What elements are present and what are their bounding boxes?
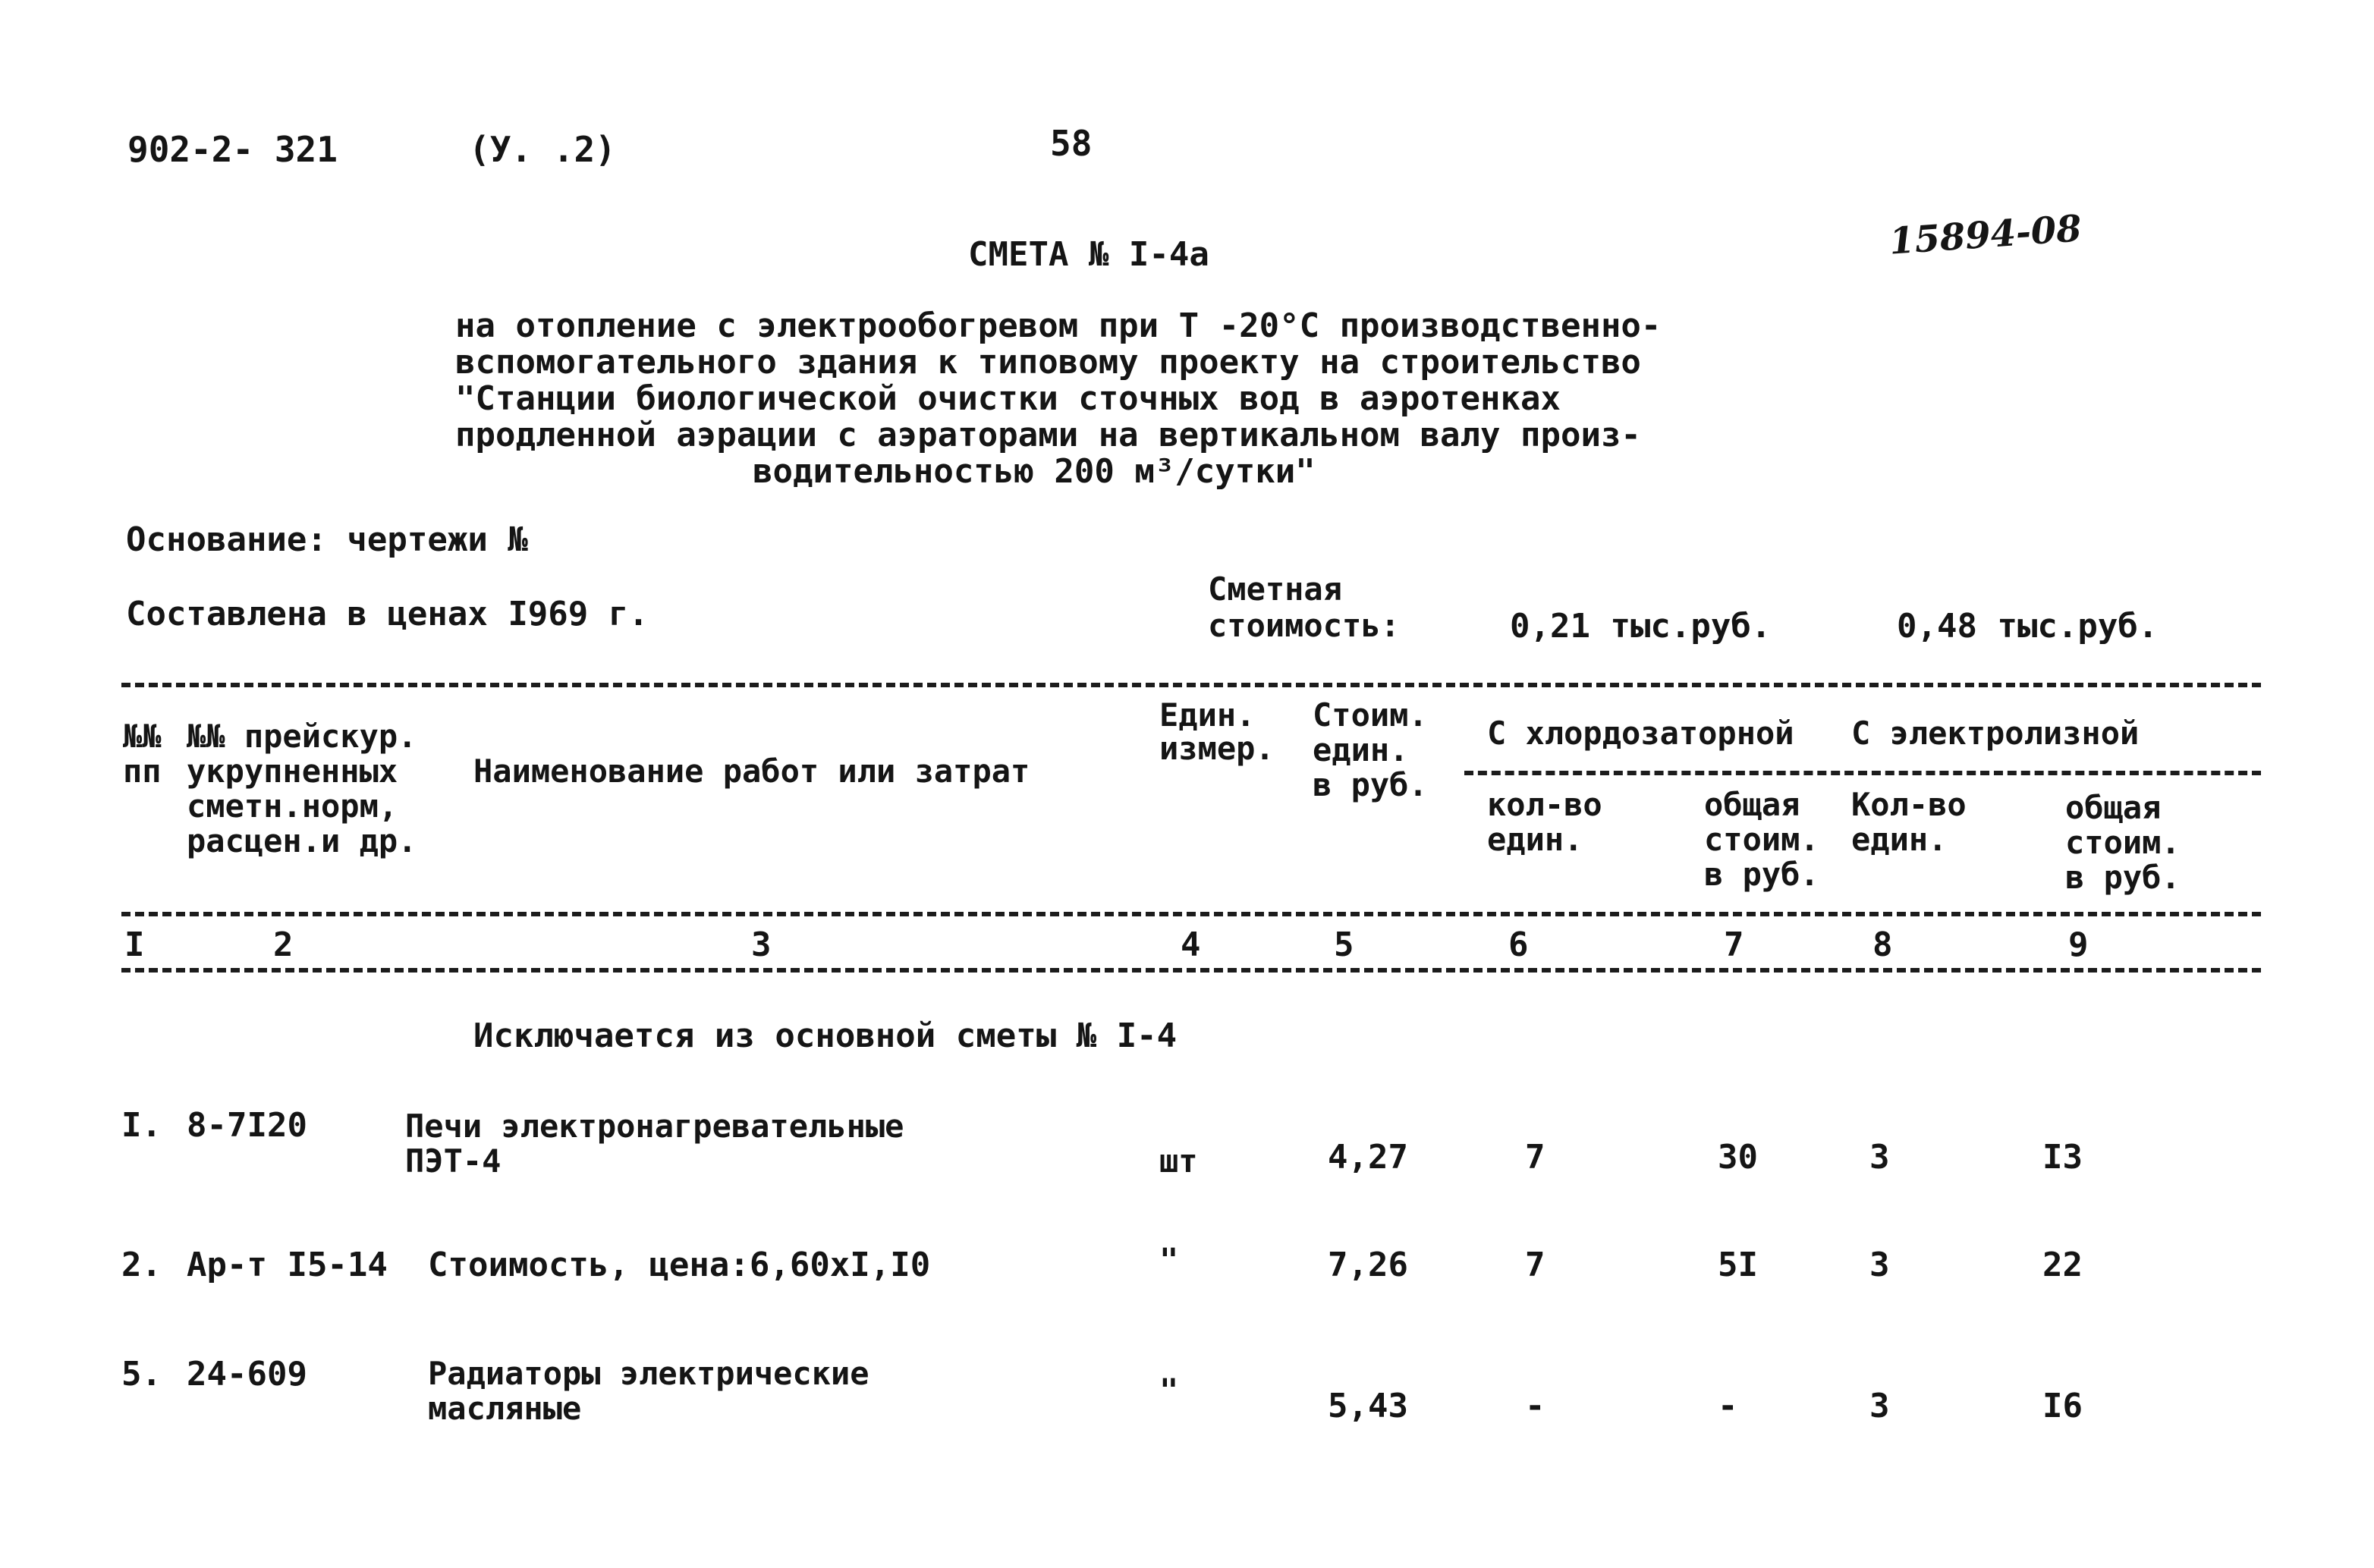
- col7-header-b: стоим.: [1704, 821, 1819, 858]
- col7-header-a: общая: [1704, 786, 1800, 823]
- row-unit: ": [1159, 1241, 1179, 1278]
- row-total-chlor: 5I: [1718, 1246, 1758, 1284]
- row-total-chlor: -: [1718, 1387, 1738, 1425]
- estimate-label-2: стоимость:: [1208, 607, 1400, 644]
- row-total-electrolysis: 22: [2042, 1246, 2083, 1284]
- col5-header-b: един.: [1313, 731, 1409, 768]
- row-unit: шт: [1159, 1142, 1198, 1180]
- col9-header-a: общая: [2065, 789, 2162, 826]
- row-unit-price: 4,27: [1328, 1138, 1408, 1177]
- col1-header-b: пп: [123, 753, 162, 790]
- volume-number: (У. .2): [469, 129, 616, 170]
- title-line-1: на отопление с электрообогревом при Т -20°С производственно-: [455, 306, 1662, 345]
- row-code: 8-7I20: [187, 1106, 307, 1145]
- row-qty-chlor: 7: [1525, 1246, 1545, 1284]
- inventory-number: 15894-08: [1888, 207, 2083, 263]
- col-number-1: I: [124, 925, 145, 964]
- row-qty-chlor: 7: [1525, 1138, 1545, 1177]
- col5-header-a: Стоим.: [1313, 696, 1428, 734]
- title-line-2: вспомогательного здания к типовому проекту на строительство: [455, 343, 1641, 382]
- row-code: 24-609: [187, 1355, 307, 1394]
- prices-year: Составлена в ценах I969 г.: [126, 595, 649, 633]
- col7-header-c: в руб.: [1704, 856, 1819, 893]
- col-number-6: 6: [1508, 925, 1529, 964]
- col9-header-c: в руб.: [2065, 859, 2181, 896]
- col2-header-d: расцен.и др.: [187, 822, 417, 859]
- row-number: I.: [121, 1106, 162, 1145]
- col-number-8: 8: [1872, 925, 1893, 964]
- table-top-rule: [121, 683, 2261, 687]
- title-line-3: "Станции биологической очистки сточных вод в аэротенках: [455, 379, 1561, 418]
- row-name-line-1: Стоимость, цена:6,60хI,I0: [428, 1246, 931, 1284]
- row-qty-chlor: -: [1525, 1387, 1545, 1425]
- row-unit-price: 5,43: [1328, 1387, 1408, 1425]
- col-number-7: 7: [1724, 925, 1744, 964]
- col-number-2: 2: [273, 925, 294, 964]
- col2-header-b: укрупненных: [187, 753, 398, 790]
- estimated-cost-1: 0,21 тыс.руб.: [1510, 607, 1772, 646]
- row-name-line-1: Печи электронагревательные: [405, 1108, 904, 1145]
- page-number: 58: [1050, 123, 1093, 164]
- row-unit: ": [1159, 1372, 1179, 1409]
- title-line-4: продленной аэрации с аэраторами на вертикальном валу произ-: [455, 416, 1641, 454]
- col1-header-a: №№: [123, 718, 162, 755]
- row-total-electrolysis: I3: [2042, 1138, 2083, 1177]
- row-qty-electrolysis: 3: [1869, 1246, 1890, 1284]
- section-title: Исключается из основной сметы № I-4: [473, 1017, 1178, 1055]
- row-name-line-2: ПЭТ-4: [405, 1142, 502, 1180]
- estimate-title: СМЕТА № I-4а: [968, 235, 1209, 274]
- row-code: Ар-т I5-14: [187, 1246, 388, 1284]
- table-header-rule: [121, 912, 2261, 916]
- row-total-electrolysis: I6: [2042, 1387, 2083, 1425]
- column-numbers-rule: [121, 968, 2261, 973]
- col8-header-a: Кол-во: [1851, 786, 1967, 823]
- col6-header-b: един.: [1487, 821, 1583, 858]
- col9-header-b: стоим.: [2065, 824, 2181, 861]
- col6-header-a: кол-во: [1487, 786, 1602, 823]
- col-number-3: 3: [751, 925, 772, 964]
- row-name-line-1: Радиаторы электрические: [428, 1355, 869, 1392]
- group-header-chlor: С хлордозаторной: [1487, 715, 1794, 752]
- col8-header-b: един.: [1851, 821, 1948, 858]
- row-total-chlor: 30: [1718, 1138, 1758, 1177]
- row-qty-electrolysis: 3: [1869, 1138, 1890, 1177]
- estimate-label-1: Сметная: [1208, 570, 1343, 608]
- row-number: 2.: [121, 1246, 162, 1284]
- row-number: 5.: [121, 1355, 162, 1394]
- col3-header: Наименование работ или затрат: [473, 753, 1030, 790]
- title-line-5: водительностью 200 м³/сутки": [753, 452, 1316, 491]
- row-name-line-2: масляные: [428, 1390, 582, 1427]
- row-unit-price: 7,26: [1328, 1246, 1408, 1284]
- col-number-5: 5: [1334, 925, 1354, 964]
- estimated-cost-2: 0,48 тыс.руб.: [1897, 607, 2159, 646]
- row-qty-electrolysis: 3: [1869, 1387, 1890, 1425]
- col4-header-a: Един.: [1159, 696, 1256, 734]
- document-code: 902-2- 321: [127, 129, 338, 170]
- col-number-4: 4: [1181, 925, 1201, 964]
- group-header-electrolysis: С электролизной: [1851, 715, 2140, 752]
- col4-header-b: измер.: [1159, 730, 1275, 767]
- group-header-rule: [1464, 771, 2261, 775]
- col5-header-c: в руб.: [1313, 766, 1428, 803]
- basis-label: Основание: чертежи №: [126, 520, 528, 559]
- col2-header-c: сметн.норм,: [187, 787, 398, 825]
- col2-header-a: №№ прейскур.: [187, 718, 417, 755]
- col-number-9: 9: [2068, 925, 2089, 964]
